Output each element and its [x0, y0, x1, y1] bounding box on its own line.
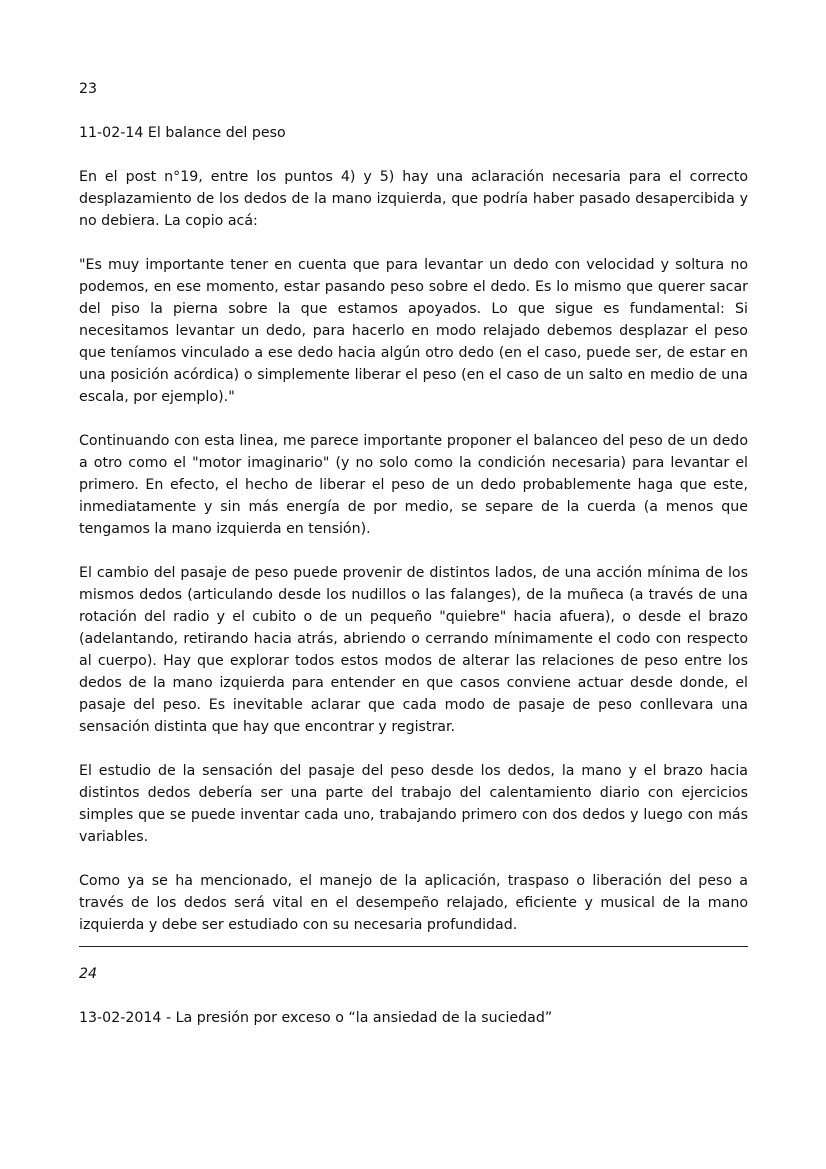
paragraph: Continuando con esta linea, me parece importante proponer el balanceo del peso de un dedo a otro como el "motor imaginario" (y no solo como la condición necesaria) para levantar el primero. En efecto, el hecho de liberar el peso de un dedo probablemente haga que este, inmediatamente y sin más energía de por medio, se separe de la cuerda (a menos que tengamos la mano izquierda en tensión). — [79, 433, 748, 537]
paragraph: Como ya se ha mencionado, el manejo de la aplicación, traspaso o liberación del peso a través de los dedos será vital en el desempeño relajado, eficiente y musical de la mano izquierda y debe ser estudiado con su necesaria profundidad. — [79, 873, 748, 933]
entry-heading: 11-02-14 El balance del peso — [79, 125, 286, 141]
quoted-paragraph: "Es muy importante tener en cuenta que para levantar un dedo con velocidad y soltura no podemos, en ese momento, estar pasando peso sobre el dedo. Es lo mismo que querer sacar del piso la pierna sobre la que estamos apoyados. Lo que sigue es fundamental: Si necesitamos levantar un dedo, para hacerlo en modo relajado debemos desplazar el peso que teníamos vinculado a ese dedo hacia algún otro dedo (en el caso, puede ser, de estar en una posición acórdica) o simplemente liberar el peso (en el caso de un salto en medio de una escala, por ejemplo)." — [79, 257, 748, 405]
paragraph: El estudio de la sensación del pasaje del peso desde los dedos, la mano y el brazo hacia distintos dedos debería ser una parte del trabajo del calentamiento diario con ejercicios simples que se puede inventar cada uno, trabajando primero con dos dedos y luego con más variables. — [79, 763, 748, 845]
entry-heading: 13-02-2014 - La presión por exceso o “la ansiedad de la suciedad” — [79, 1010, 553, 1026]
entry-number: 24 — [79, 966, 98, 982]
paragraph: El cambio del pasaje de peso puede provenir de distintos lados, de una acción mínima de los mismos dedos (articulando desde los nudillos o las falanges), de la muñeca (a través de una rotación del radio y el cubito o de un pequeño "quiebre" hacia afuera), o desde el brazo (adelantando, retirando hacia atrás, abriendo o cerrando mínimamente el codo con respecto al cuerpo). Hay que explorar todos estos modos de alterar las relaciones de peso entre los dedos de la mano izquierda para entender en que casos conviene actuar desde donde, el pasaje del peso. Es inevitable aclarar que cada modo de pasaje de peso conllevara una sensación distinta que hay que encontrar y registrar. — [79, 565, 748, 735]
entry-number: 23 — [79, 81, 98, 97]
paragraph: En el post n°19, entre los puntos 4) y 5) hay una aclaración necesaria para el correcto desplazamiento de los dedos de la mano izquierda, que podría haber pasado desapercibida y no debiera. La copio acá: — [79, 169, 748, 229]
document-page — [79, 78, 748, 1029]
